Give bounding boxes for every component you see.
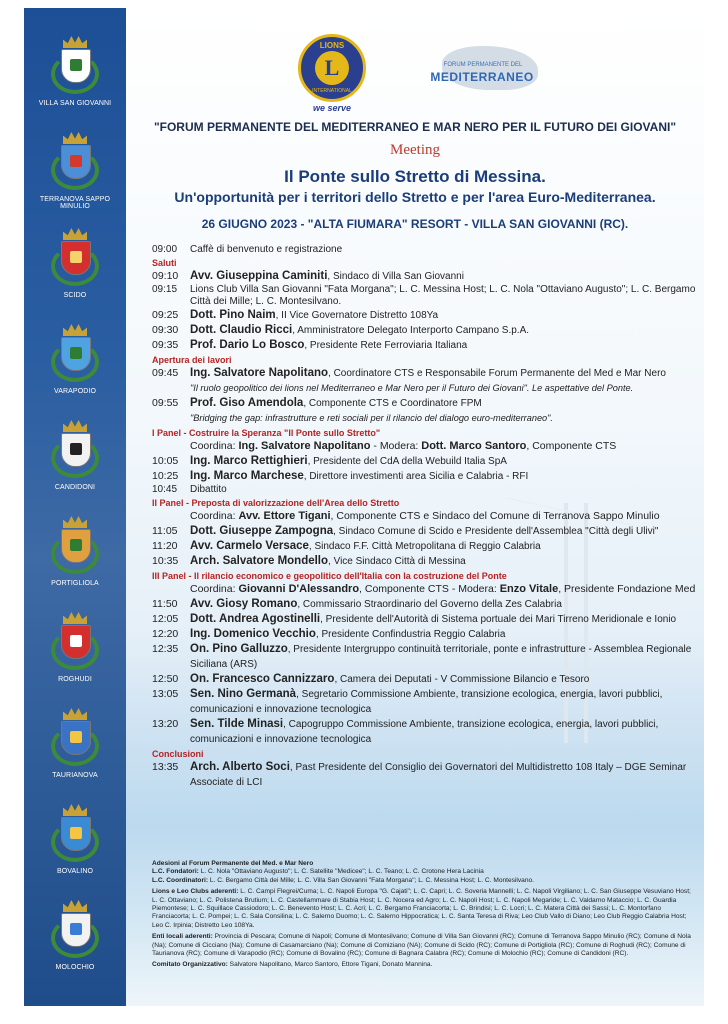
panel-1-label: I Panel - [152, 428, 190, 438]
speaker-role: , Sindaco F.F. Città Metropolitana di Reggio Calabria [308, 541, 541, 552]
panel-2-coordinator [152, 509, 698, 524]
speaker-entry [190, 269, 698, 284]
coordinator-name: Giovanni D'Alessandro [238, 583, 360, 595]
municipality-name: SCIDO [63, 292, 87, 299]
schedule-row [152, 269, 698, 284]
speaker-entry [190, 454, 698, 469]
time-label: 09:00 [152, 244, 178, 255]
speaker-entry [190, 284, 698, 308]
speaker-role: , Coordinatore CTS e Responsabile Forum Permanente del Med e Mar Nero [328, 368, 666, 379]
speaker-role: , Presidente dell'Autorità di Sistema portuale dei Mari Tirreno Meridionale e Ionio [320, 614, 677, 625]
footer-adesioni [152, 860, 698, 973]
speaker-entry [190, 469, 698, 484]
speaker-entry [190, 539, 698, 554]
municipality-name: TERRANOVA SAPPO MINULIO [39, 196, 111, 210]
municipality-crest [24, 420, 126, 491]
speaker-entry [190, 366, 698, 396]
municipality-name: TAURIANOVA [52, 772, 98, 779]
schedule-row [152, 338, 698, 353]
schedule-row [152, 524, 698, 539]
forum-mediterraneo-logo [422, 46, 542, 92]
poster [24, 8, 704, 1006]
section-panel-3 [152, 571, 698, 582]
time-label: 09:10 [152, 270, 179, 282]
coord-label: Coordina: [190, 583, 239, 595]
speaker-entry [190, 597, 698, 612]
fondatori-label: L.C. Fondatori: [152, 868, 199, 876]
speaker-role: , II Vice Governatore Distretto 108Ya [275, 310, 439, 321]
schedule-row [152, 323, 698, 338]
moderator-role: , Presidente Fondazione Med [558, 583, 696, 595]
speaker-entry [190, 524, 698, 539]
aderenti-list: L. C. Campi Flegrei/Cuma; L. C. Napoli Europa "G. Cajati"; L. C. Capri; L. C. Soveria Mannelli; L. C. Napoli Virgiliano; L. C. San Giuseppe Vesuviano Host; L. C. Ottaviano; L. C. Polistena Brutium; L. C. Castellammare di Stabia Host; L. C. Nocera ed Agro; L. C. Napoli Host; L. C. Napoli Megaride; L. C. Valdarno Mataccio; L. C. Guardia Piemontese; L. C. Squillace Cassiodoro; L. C. Benevento Host; L. C. Acri; L. C. Bergamo Franciacorta; L. C. Brindisi; L. C. Locri; L. C. Matera Città dei Sassi; L. C. Montorfano Franciacorta; L. C. Pompei; L. C. Sala Consilina; L. C. Salerno Duomo; L. C. Salerno Hippocratica; L. C. Santa Teresa di Riva; Leo Club Vallo di Diano; Leo Club Reggio Calabria Host; Leo C. Irpinia; Distretto Leo 108Ya. [152, 888, 691, 929]
speaker-name: Prof. Dario Lo Bosco [190, 339, 305, 351]
meeting-label: Meeting [390, 142, 440, 158]
panel-2-label: II Panel - [152, 498, 192, 508]
section-conclusioni: Conclusioni [152, 749, 204, 759]
municipality-name: VARAPODIO [53, 388, 96, 395]
aderenti-block [152, 888, 698, 930]
municipality-crest [24, 132, 126, 210]
schedule-row [152, 454, 698, 469]
talk-title: "Il ruolo geopolitico dei lions nel Mediterraneo e Mar Nero per il Futuro dei Giovani". Le aspettative del Ponte. [190, 383, 634, 393]
speaker-entry [190, 612, 698, 627]
enti-list: Provincia di Pescara; Comune di Napoli; Comune di Montesilvano; Comune di Villa San Giovanni (RC); Comune di Terranova Sappo Minulio (RC); Comune di Nola (Na); Comune di Cicciano (Na); Comune di Casamarciano (Na); Comune di Comiziano (NA); Comune di Scido (RC); Comune di Portigliola (RC); Comune di Roghudi (RC); Comune di Taurianova (RC); Comune di Varapodio (RC); Comune di Bovalino (RC); Comune di Bagnara Calabra (RC); Comune di Molochio (RC); Comune di Candidoni (RC). [152, 933, 691, 958]
lions-tagline: we serve [312, 103, 352, 113]
coat-of-arms-icon [49, 900, 101, 962]
coat-of-arms-icon [49, 36, 101, 98]
municipality-crest [24, 516, 126, 587]
coat-of-arms-icon [49, 612, 101, 674]
speaker-role: , Capogruppo Commissione Ambiente, transizione ecologica, energia, lavori pubblici, comunicazioni e innovazione tecnologica [190, 719, 659, 745]
schedule-row [152, 284, 698, 308]
time-label: 10:25 [152, 470, 179, 482]
welcome-text: Caffè di benvenuto e registrazione [190, 244, 343, 255]
municipality-crest [24, 324, 126, 395]
municipality-name: PORTIGLIOLA [51, 580, 99, 587]
coordinator-name: Ing. Salvatore Napolitano [238, 440, 371, 452]
municipality-name: VILLA SAN GIOVANNI [38, 100, 112, 107]
coat-of-arms-icon [49, 804, 101, 866]
speaker-name: Arch. Salvatore Mondello [190, 555, 329, 567]
coat-of-arms-icon [49, 420, 101, 482]
schedule-row [152, 717, 698, 747]
time-label: 09:45 [152, 367, 179, 379]
fondatori-list: L. C. Nola "Ottaviano Augusto"; L. C. Satellite "Medicee"; L. C. Teano; L. C. Crotone Hera Lacinia [198, 868, 484, 876]
speaker-entry [190, 308, 698, 323]
time-label: 09:30 [152, 324, 179, 336]
municipality-crest [24, 900, 126, 971]
coordinatori-list: L. C. Bergamo Città dei Mille; L. C. Villa San Giovanni "Fata Morgana"; L. C. Messina Host; L. C. Montesilvano. [208, 876, 535, 884]
schedule-row [152, 469, 698, 484]
speaker-name: Arch. Alberto Soci [190, 761, 290, 773]
speaker-entry [190, 687, 698, 717]
time-label: 09:15 [152, 284, 178, 295]
speaker-name: Dott. Pino Naim [190, 309, 276, 321]
municipality-crest [24, 804, 126, 875]
time-label: 10:45 [152, 484, 178, 495]
panel-3-title: Il rilancio economico e geopolitico dell'Italia con la costruzione del Ponte [194, 571, 507, 581]
moderator-label: , Componente CTS - Modera: [359, 583, 500, 595]
coat-of-arms-icon [49, 324, 101, 386]
speaker-name: Sen. Nino Germanà [190, 688, 297, 700]
municipality-name: MOLOCHIO [55, 964, 95, 971]
municipality-crest [24, 36, 126, 107]
schedule-row [152, 760, 698, 790]
schedule-row [152, 244, 698, 256]
municipality-name: ROGHUDI [58, 676, 92, 683]
time-label: 13:20 [152, 718, 179, 730]
speaker-role: Dibattito [190, 484, 227, 495]
section-apertura: Apertura dei lavori [152, 355, 232, 365]
schedule-row [152, 597, 698, 612]
event-date-place: 26 GIUGNO 2023 - "ALTA FIUMARA" RESORT - VILLA SAN GIOVANNI (RC). [201, 217, 629, 231]
comitato-label: Comitato Organizzativo: [152, 961, 228, 969]
time-label: 13:05 [152, 688, 179, 700]
speaker-name: Ing. Marco Marchese [190, 470, 304, 482]
municipality-crest [24, 612, 126, 683]
coat-of-arms-icon [49, 228, 101, 290]
moderator-name: Enzo Vitale [499, 583, 559, 595]
speaker-entry [190, 484, 698, 496]
comitato-block [152, 961, 698, 969]
section-panel-1 [152, 428, 698, 439]
schedule-row [152, 612, 698, 627]
speaker-role: , Presidente Rete Ferroviaria Italiana [304, 340, 468, 351]
speaker-name: Prof. Giso Amendola [190, 397, 304, 409]
time-label: 11:20 [152, 540, 178, 552]
section-saluti: Saluti [152, 258, 177, 268]
municipality-name: BOVALINO [56, 868, 94, 875]
speaker-name: Dott. Claudio Ricci [190, 324, 293, 336]
moderator-name: Dott. Marco Santoro [421, 440, 527, 452]
schedule-row [152, 308, 698, 323]
enti-block [152, 933, 698, 958]
speaker-role: , Segretario Commissione Ambiente, transizione ecologica, energia, lavori pubblici, comunicazioni e innovazione tecnologica [190, 689, 663, 715]
speaker-role: , Presidente del CdA della Webuild Italia SpA [307, 456, 507, 467]
coat-of-arms-icon [49, 516, 101, 578]
time-label: 10:05 [152, 455, 179, 467]
speaker-name: Dott. Andrea Agostinelli [190, 613, 321, 625]
lions-international-logo [296, 34, 368, 113]
lions-logo-top-text: LIONS [319, 41, 345, 50]
poster-content [126, 8, 704, 1006]
aderenti-label: Lions e Leo Clubs aderenti: [152, 888, 239, 896]
talk-title: "Bridging the gap: infrastrutture e reti sociali per il rilancio del dialogo euro-mediterraneo". [190, 413, 553, 423]
enti-label: Enti locali aderenti: [152, 933, 213, 941]
speaker-role: , Sindaco di Villa San Giovanni [327, 271, 464, 282]
speaker-name: Avv. Giosy Romano [190, 598, 298, 610]
coat-of-arms-icon [49, 132, 101, 194]
schedule-row [152, 672, 698, 687]
schedule-row [152, 539, 698, 554]
time-label: 12:20 [152, 628, 179, 640]
time-label: 13:35 [152, 761, 179, 773]
time-label: 09:55 [152, 397, 179, 409]
panel-1-title: Costruire la Speranza "Il Ponte sullo Stretto" [189, 428, 381, 438]
speaker-role: , Camera dei Deputati - V Commissione Bilancio e Tesoro [334, 674, 590, 685]
speaker-role: , Commissario Straordinario del Governo della Zes Calabria [297, 599, 562, 610]
panel-1-coordinator [152, 439, 698, 454]
municipality-name: CANDIDONI [54, 484, 96, 491]
speaker-role: , Past Presidente del Consiglio dei Governatori del Multidistretto 108 Italy – DGE Seminar Associate di LCI [190, 762, 687, 788]
moderator-label: - Modera: [370, 440, 422, 452]
schedule-row [152, 484, 698, 496]
speaker-entry [190, 717, 698, 747]
speaker-name: Ing. Salvatore Napolitano [190, 367, 329, 379]
section-panel-2 [152, 498, 698, 509]
adesioni-title-text: Adesioni al Forum Permanente del Med. e Mar Nero [152, 860, 314, 867]
speaker-role: , Sindaco Comune di Scido e Presidente dell'Assemblea "Città degli Ulivi" [333, 526, 659, 537]
event-subtitle: Un'opportunità per i territori dello Stretto e per l'area Euro-Mediterranea. [174, 189, 656, 205]
coat-of-arms-icon [49, 708, 101, 770]
coordinator-name: Avv. Ettore Tigani [238, 510, 331, 522]
speaker-role: , Vice Sindaco Città di Messina [328, 556, 466, 567]
speaker-entry [190, 642, 698, 672]
lions-logo-letter: L [315, 51, 349, 85]
time-label: 09:35 [152, 339, 179, 351]
speaker-name: Ing. Domenico Vecchio [190, 628, 316, 640]
panel-3-label: III Panel - [152, 571, 195, 581]
schedule-row [152, 627, 698, 642]
speaker-name: Avv. Giuseppina Caminiti [190, 270, 328, 282]
time-label: 12:05 [152, 613, 179, 625]
speaker-entry [190, 338, 698, 353]
panel-2-title: Preposta di valorizzazione dell'Area dello Stretto [191, 498, 400, 508]
forum-logo-big-text: MEDITERRANEO [430, 70, 534, 84]
speaker-entry [190, 760, 698, 790]
speaker-role: , Direttore investimenti area Sicilia e Calabria - RFI [303, 471, 529, 482]
coord-label: Coordina: [190, 510, 239, 522]
coordinator-role: , Componente CTS e Sindaco del Comune di Terranova Sappo Minulio [330, 510, 660, 522]
speaker-name: Dott. Giuseppe Zampogna [190, 525, 334, 537]
comitato-list: Salvatore Napolitano, Marco Santoro, Ettore Tigani, Donato Mannina. [227, 961, 433, 969]
time-label: 12:50 [152, 673, 179, 685]
speaker-role: , Componente CTS e Coordinatore FPM [303, 398, 482, 409]
forum-title: "FORUM PERMANENTE DEL MEDITERRANEO E MAR NERO PER IL FUTURO DEI GIOVANI" [153, 120, 677, 134]
speaker-name: Ing. Marco Rettighieri [190, 455, 308, 467]
speaker-entry [190, 396, 698, 426]
time-label: 10:35 [152, 555, 179, 567]
coordinatori-label: L.C. Coordinatori: [152, 876, 209, 884]
speaker-name: Avv. Carmelo Versace [190, 540, 309, 552]
speaker-entry [190, 323, 698, 338]
speaker-name: Sen. Tilde Minasi [190, 718, 284, 730]
event-title: Il Ponte sullo Stretto di Messina. [284, 167, 546, 186]
speaker-name: On. Pino Galluzzo [190, 643, 288, 655]
time-label: 11:50 [152, 598, 178, 610]
municipality-crest-sidebar [24, 8, 126, 1006]
speaker-role: Lions Club Villa San Giovanni "Fata Morgana"; L. C. Messina Host; L. C. Nola "Ottaviano Augusto"; L. C. Bergamo Città dei Mille; L. C. Montesilvano. [190, 284, 696, 307]
lions-logo-bottom-text: INTERNATIONAL [312, 88, 352, 94]
speaker-role: , Presidente Intergruppo continuità territoriale, ponte e infrastrutture - Assemblea Regionale Siciliana (ARS) [190, 644, 692, 670]
forum-logo-small-text: FORUM PERMANENTE DEL [443, 62, 523, 68]
adesioni-title [152, 860, 698, 885]
speaker-entry [190, 554, 698, 569]
time-label: 09:25 [152, 309, 179, 321]
program-schedule [152, 244, 698, 790]
coord-label: Coordina: [190, 440, 239, 452]
moderator-role: , Componente CTS [526, 440, 617, 452]
schedule-row [152, 366, 698, 396]
speaker-name: On. Francesco Cannizzaro [190, 673, 335, 685]
municipality-crest [24, 228, 126, 299]
speaker-role: , Presidente Confindustria Reggio Calabria [315, 629, 506, 640]
schedule-row [152, 642, 698, 672]
time-label: 12:35 [152, 643, 179, 655]
schedule-row [152, 554, 698, 569]
schedule-row [152, 396, 698, 426]
panel-3-coordinator [152, 582, 698, 597]
schedule-row [152, 687, 698, 717]
time-label: 11:05 [152, 525, 178, 537]
speaker-entry [190, 672, 698, 687]
speaker-entry [190, 627, 698, 642]
speaker-role: , Amministratore Delegato Interporto Campano S.p.A. [292, 325, 530, 336]
municipality-crest [24, 708, 126, 779]
